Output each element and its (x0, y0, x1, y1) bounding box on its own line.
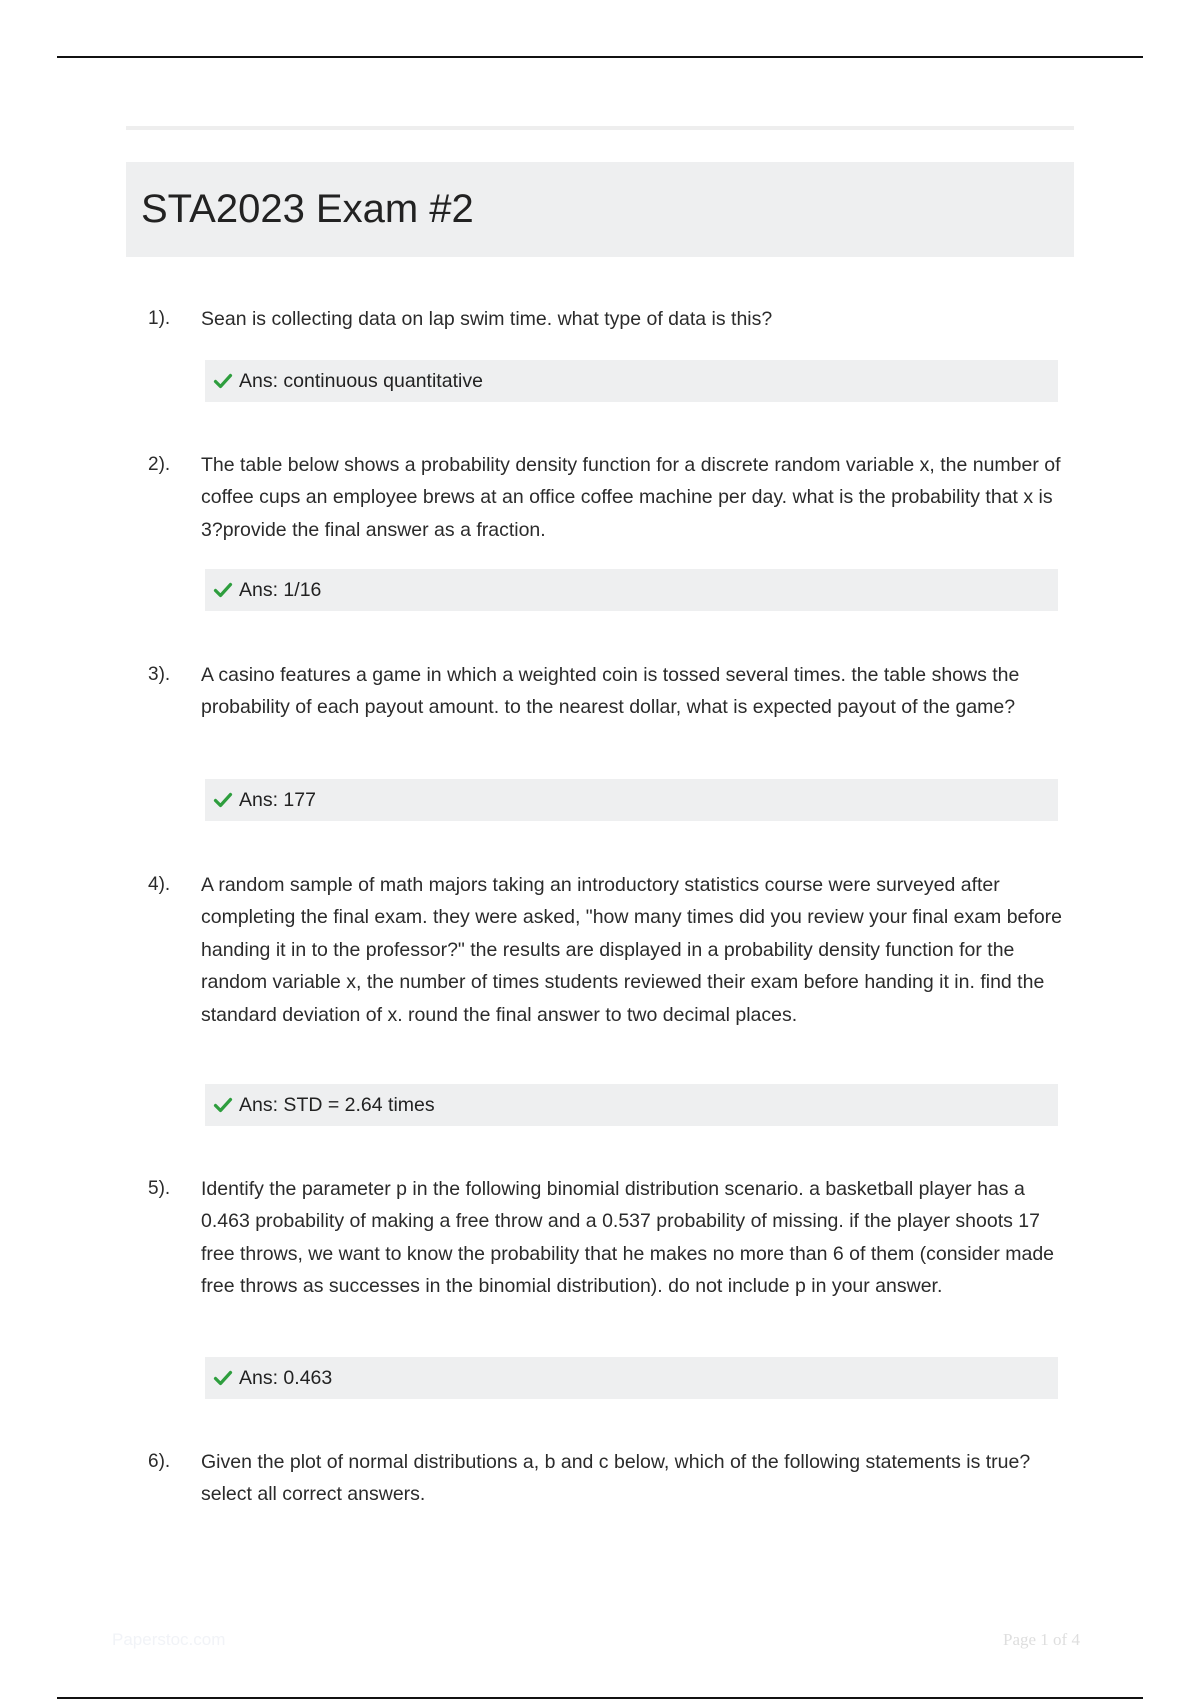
question-text: A casino features a game in which a weighted coin is tossed several times. the table shows the probability of each payout amount. to the nearest dollar, what is expected payout of the game? (201, 664, 1020, 719)
watermark: Paperstoc.com (112, 1630, 226, 1649)
question-text: Identify the parameter p in the following binomial distribution scenario. a basketball player has a 0.463 probability of making a free throw and a 0.537 probability of missing. if the player shoots 17 free throws, we want to know the probability that he makes no more than 6 of them (consider made free throws as successes in the binomial distribution). do not include p in your answer. (201, 1178, 1055, 1298)
question-text: Given the plot of normal distributions a, b and c below, which of the following statements is true? select all correct answers. (201, 1451, 1031, 1506)
question-number: 3). (148, 664, 171, 685)
answer-box-1 (205, 360, 1058, 402)
check-icon (213, 371, 233, 391)
question-text: Sean is collecting data on lap swim time. what type of data is this? (201, 308, 773, 330)
question-number: 4). (148, 874, 171, 895)
answer-text: Ans: STD = 2.64 times (239, 1093, 435, 1116)
answer-box-2 (205, 569, 1058, 611)
answer-text: Ans: 1/16 (239, 578, 322, 601)
question-number: 5). (148, 1178, 171, 1199)
bottom-rule (57, 1697, 1143, 1699)
check-icon (213, 1368, 233, 1388)
answer-text: Ans: 0.463 (239, 1366, 333, 1389)
check-icon (213, 1095, 233, 1115)
title-banner (126, 162, 1074, 257)
page-number: Page 1 of 4 (1003, 1630, 1080, 1649)
page-title: STA2023 Exam #2 (141, 187, 474, 231)
header-divider (126, 126, 1074, 130)
answer-text: Ans: continuous quantitative (239, 369, 483, 392)
question-number: 6). (148, 1451, 171, 1472)
question-text: A random sample of math majors taking an introductory statistics course were surveyed after completing the final exam. they were asked, "how many times did you review your final exam before handing it in to the professor?" the results are displayed in a probability density function for the random variable x, the number of times students reviewed their exam before handing it in. find the standard deviation of x. round the final answer to two decimal places. (201, 874, 1062, 1026)
top-rule (57, 56, 1143, 58)
question-text: The table below shows a probability density function for a discrete random variable x, the number of coffee cups an employee brews at an office coffee machine per day. what is the probability that x is 3?provide the final answer as a fraction. (201, 454, 1061, 541)
answer-box-3 (205, 779, 1058, 821)
answer-text: Ans: 177 (239, 788, 316, 811)
question-number: 1). (148, 308, 171, 329)
check-icon (213, 580, 233, 600)
question-number: 2). (148, 454, 171, 475)
check-icon (213, 790, 233, 810)
answer-box-4 (205, 1084, 1058, 1126)
answer-box-5 (205, 1357, 1058, 1399)
